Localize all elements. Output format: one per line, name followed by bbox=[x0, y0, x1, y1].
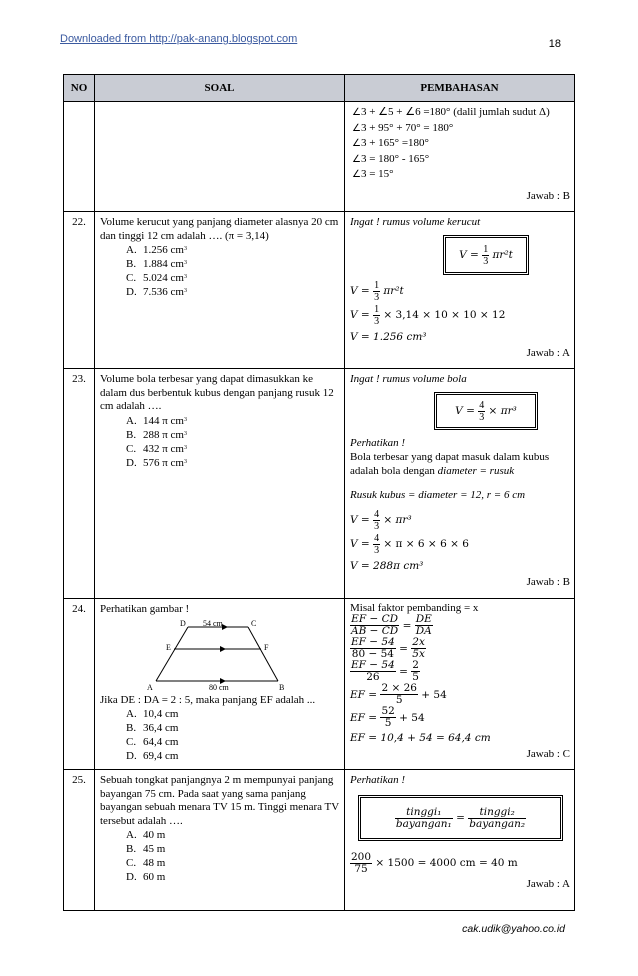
angle-line-2: ∠3 + 95° + 70° = 180° bbox=[352, 121, 454, 134]
angle-line-4: ∠3 = 180° - 165° bbox=[352, 152, 430, 165]
formula-intro: Ingat ! rumus volume kerucut bbox=[350, 216, 481, 228]
radius-note: Rusuk kubus = diameter = 12, r = 6 cm bbox=[350, 489, 526, 501]
options-list bbox=[126, 828, 340, 884]
label-f: F bbox=[264, 642, 269, 652]
formula-box: V = $\frac{4}{3}$ × πr³ bbox=[434, 392, 538, 430]
table-row-25 bbox=[64, 770, 575, 911]
options-list bbox=[126, 414, 340, 470]
note-title: Perhatikan ! bbox=[350, 774, 406, 786]
angle-line-1: ∠3 + ∠5 + ∠6 =180° (dalil jumlah sudut Δ) bbox=[352, 106, 550, 118]
angle-line-3: ∠3 + 165° =180° bbox=[352, 137, 429, 149]
option-b: B. 45 m bbox=[126, 843, 166, 855]
option-d: D. 69,4 cm bbox=[126, 750, 179, 762]
question-text: Volume kerucut yang panjang diameter alasnya 20 cm dan tinggi 12 cm adalah …. (π = 3,14) bbox=[100, 216, 339, 242]
label-a: A bbox=[147, 682, 153, 691]
side-da bbox=[156, 627, 188, 681]
question-number: 25. bbox=[64, 770, 95, 911]
formula-intro: Ingat ! rumus volume bola bbox=[350, 373, 467, 385]
header-no: NO bbox=[64, 75, 95, 102]
answer-label: Jawab : C bbox=[526, 748, 570, 760]
option-a: A. 40 m bbox=[126, 829, 166, 841]
note-title: Perhatikan ! bbox=[350, 437, 406, 449]
option-c: C. 5.024 $cm^3$ bbox=[126, 272, 187, 284]
ratio-step-1: $\frac{EF - CD}{AB - CD}$ = $\frac{DE}{DA}$ bbox=[351, 613, 432, 637]
option-c: C. 48 m bbox=[126, 857, 166, 869]
option-b: B. 288 π $cm^3$ bbox=[126, 428, 187, 441]
ratio-step-3: $\frac{EF - 54}{26}$ = $\frac{2}{5}$ bbox=[351, 659, 419, 683]
label-e: E bbox=[166, 642, 171, 652]
table-row-24 bbox=[64, 599, 575, 770]
option-b: B. 36,4 cm bbox=[126, 722, 179, 734]
arrow-ef bbox=[220, 646, 226, 652]
option-a: A. 1.256 $cm^3$ bbox=[126, 244, 187, 256]
options-list bbox=[126, 243, 340, 299]
source-link[interactable]: Downloaded from http://pak-anang.blogspot.com bbox=[60, 33, 298, 45]
option-c: C. 432 π $cm^3$ bbox=[126, 442, 187, 455]
label-d: D bbox=[180, 618, 186, 628]
table-row-23 bbox=[64, 369, 575, 599]
solution-table bbox=[63, 74, 575, 911]
option-a: A. 144 π $cm^3$ bbox=[126, 414, 187, 427]
table-row-continuation bbox=[64, 102, 575, 212]
answer-label: Jawab : A bbox=[526, 347, 570, 359]
page-number: 18 bbox=[548, 38, 561, 50]
option-d: D. 7.536 $cm^3$ bbox=[126, 286, 187, 298]
table-header-row bbox=[64, 75, 575, 102]
step-2: V = $\frac{4}{3}$ × π × 6 × 6 × 6 bbox=[350, 532, 469, 556]
ratio-step-5: EF = $\frac{52}{5}$ + 54 bbox=[350, 705, 425, 729]
question-number: 24. bbox=[64, 599, 95, 770]
formula-box: V = $\frac{1}{3}$ πr²t bbox=[443, 235, 529, 275]
answer-label: Jawab : B bbox=[526, 189, 570, 202]
arrow-dc bbox=[222, 624, 228, 630]
header-pembahasan: PEMBAHASAN bbox=[345, 75, 575, 102]
question-number: 23. bbox=[64, 369, 95, 599]
result-line: $\frac{200}{75}$ × 1500 = 4000 cm = 40 m bbox=[351, 850, 518, 875]
question-text-2: Jika DE : DA = 2 : 5, maka panjang EF adalah ... bbox=[100, 693, 316, 706]
header-soal: SOAL bbox=[95, 75, 345, 102]
step-3: V = 288π cm³ bbox=[350, 560, 424, 572]
step-1: V = $\frac{1}{3}$ πr²t bbox=[350, 279, 404, 303]
option-b: B. 1.884 $cm^3$ bbox=[126, 258, 187, 270]
note-text: Bola terbesar yang dapat masuk dalam kubus adalah bola dengan diameter = rusuk bbox=[350, 451, 550, 477]
question-text: Perhatikan gambar ! bbox=[100, 603, 190, 615]
ratio-step-6: EF = 10,4 + 54 = 64,4 cm bbox=[350, 732, 491, 744]
angle-line-5: ∠3 = 15° bbox=[352, 168, 394, 180]
answer-label: Jawab : B bbox=[526, 576, 570, 588]
proportion-box: $\frac{\text{tinggi₁}}{\text{bayangan₁}}$ = $\frac{\text{tinggi₂}}{\text{bayangan₂}}$ bbox=[358, 795, 563, 841]
question-text: Volume bola terbesar yang dapat dimasukkan ke dalam dus berbentuk kubus dengan panjang rusuk 12 cm adalah …. bbox=[100, 373, 334, 412]
ratio-intro: Misal faktor pembanding = x bbox=[350, 602, 479, 614]
option-a: A. 10,4 cm bbox=[126, 708, 179, 720]
ratio-step-2: $\frac{EF - 54}{80 - 54}$ = $\frac{2x}{5x}$ bbox=[351, 636, 425, 660]
option-d: D. 60 m bbox=[126, 871, 166, 883]
ratio-step-4: EF = $\frac{2 \times 26}{5}$ + 54 bbox=[350, 682, 447, 706]
footer-email: cak.udik@yahoo.co.id bbox=[462, 923, 565, 935]
option-c: C. 64,4 cm bbox=[126, 736, 179, 748]
table-row-22 bbox=[64, 212, 575, 369]
trapezoid-figure bbox=[130, 617, 300, 691]
label-top-length: 54 cm bbox=[203, 618, 223, 628]
step-2: V = $\frac{1}{3}$ × 3,14 × 10 × 10 × 12 bbox=[350, 303, 506, 327]
step-1: V = $\frac{4}{3}$ × πr³ bbox=[350, 508, 412, 532]
option-d: D. 576 π $cm^3$ bbox=[126, 456, 187, 469]
label-b: B bbox=[279, 682, 285, 691]
answer-label: Jawab : A bbox=[526, 878, 570, 890]
options-list bbox=[126, 707, 340, 763]
step-3: V = 1.256 cm³ bbox=[350, 331, 427, 343]
question-text: Sebuah tongkat panjangnya 2 m mempunyai panjang bayangan 75 cm. Pada saat yang sama panjang bayangan sebuah menara TV 15 m. Tinggi menara TV tersebut adalah …. bbox=[100, 774, 340, 827]
side-cb bbox=[248, 627, 278, 681]
label-c: C bbox=[251, 618, 257, 628]
question-number: 22. bbox=[64, 212, 95, 369]
label-bottom-length: 80 cm bbox=[209, 682, 229, 691]
